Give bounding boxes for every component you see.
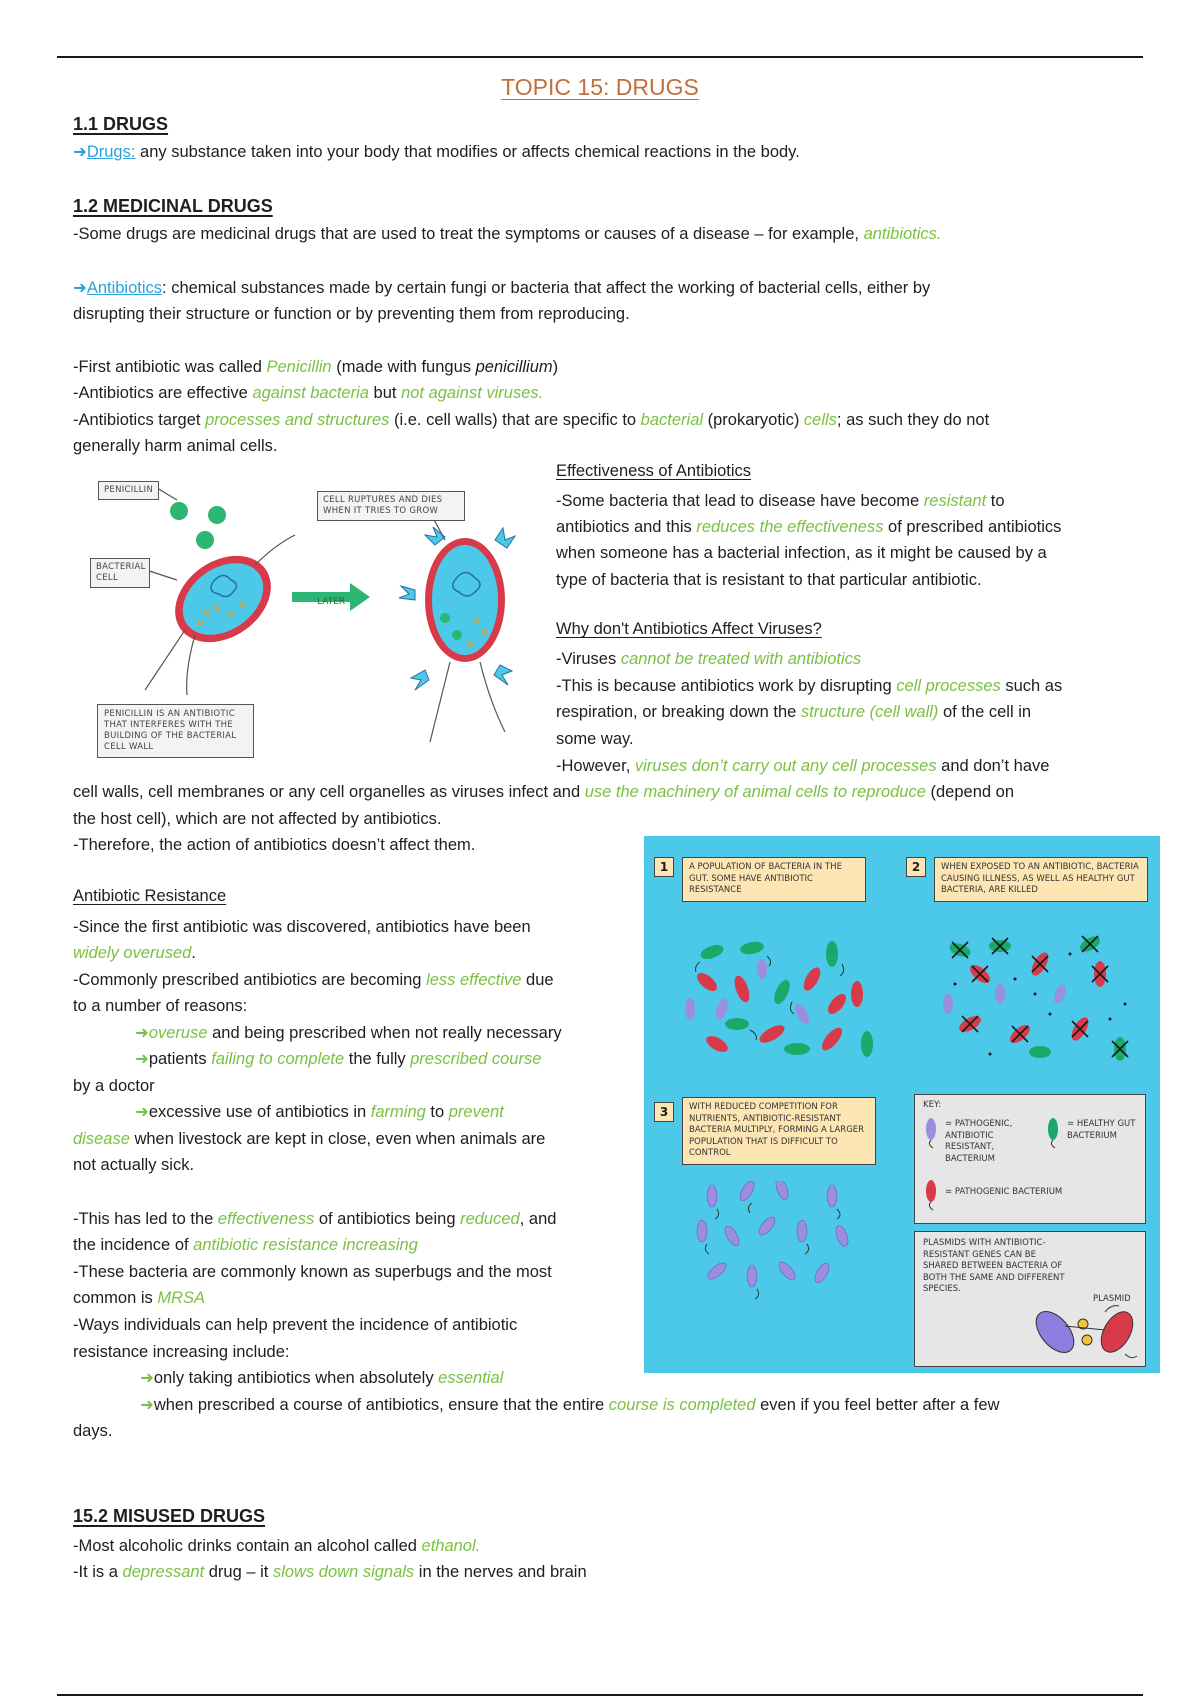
key-resistant-label: = PATHOGENIC, ANTIBIOTIC RESISTANT, BACTERIUM	[945, 1119, 1013, 1164]
target-line-cont: generally harm animal cells.	[73, 437, 278, 455]
arrow-icon: ➜	[135, 1024, 149, 1042]
key-healthy-label: = HEALTHY GUT BACTERIUM	[1067, 1119, 1136, 1141]
top-rule	[57, 56, 1143, 58]
drugs-term-link[interactable]: Drugs:	[86, 143, 136, 161]
viruses-line-5: -However, viruses don’t carry out any cell processes and don’t have	[556, 757, 1050, 775]
plasmid-box	[914, 1231, 1146, 1367]
killed-bacteria	[940, 934, 1140, 1064]
effectiveness-line-2: antibiotics and this reduces the effectiveness of prescribed antibiotics	[556, 518, 1062, 536]
reason-overuse: ➜overuse and being prescribed when not really necessary	[135, 1024, 562, 1042]
key-title: KEY:	[923, 1100, 941, 1110]
step-2-box: WHEN EXPOSED TO AN ANTIBIOTIC, BACTERIA CAUSING ILLNESS, AS WELL AS HEALTHY GUT BACTERIA, ARE KILLED	[934, 857, 1148, 902]
plasmid-text: PLASMIDS WITH ANTIBIOTIC-RESISTANT GENES CAN BE SHARED BETWEEN BACTERIA OF BOTH THE SAME AND DIFFERENT SPECIES.	[923, 1238, 1065, 1294]
section-heading-misused: 15.2 MISUSED DRUGS	[73, 1506, 266, 1526]
antibiotics-definition: ➜Antibiotics: chemical substances made by certain fungi or bacteria that affect the working of bacterial cells, either by	[73, 279, 931, 297]
way-complete-course-cont: days.	[73, 1422, 113, 1440]
depressant-line: -It is a depressant drug – it slows down signals in the nerves and brain	[73, 1563, 587, 1581]
later-label: LATER	[317, 597, 346, 607]
step-1-box: A POPULATION OF BACTERIA IN THE GUT. SOME HAVE ANTIBIOTIC RESISTANCE	[682, 857, 866, 902]
reason-farming: ➜excessive use of antibiotics in farming to prevent	[135, 1103, 504, 1121]
population-bacteria	[682, 934, 882, 1064]
viruses-line-7: the host cell), which are not affected by antibiotics.	[73, 810, 442, 828]
way-complete-course: ➜when prescribed a course of antibiotics, ensure that the entire course is completed even if you feel better after a few	[140, 1396, 1000, 1414]
ethanol-line: -Most alcoholic drinks contain an alcohol called ethanol.	[73, 1537, 481, 1555]
target-line: -Antibiotics target processes and structures (i.e. cell walls) that are specific to bacterial (prokaryotic) cells; as such they do not	[73, 411, 990, 429]
healthy-key-icon	[1043, 1115, 1063, 1149]
incidence-line: the incidence of antibiotic resistance increasing	[73, 1236, 418, 1254]
arrow-icon: ➜	[140, 1369, 154, 1387]
reason-farming-cont: disease when livestock are kept in close, even when animals are	[73, 1130, 546, 1148]
arrow-icon: ➜	[73, 143, 87, 161]
page-title: TOPIC 15: DRUGS	[501, 74, 699, 100]
penicillin-label: PENICILLIN	[98, 481, 159, 500]
resistance-line-4: to a number of reasons:	[73, 997, 248, 1015]
arrow-icon: ➜	[135, 1050, 149, 1068]
effective-line: -Antibiotics are effective against bacteria but not against viruses.	[73, 384, 544, 402]
ways-line: -Ways individuals can help prevent the incidence of antibiotic	[73, 1316, 518, 1334]
reason-incomplete-cont: by a doctor	[73, 1077, 155, 1095]
plasmid-transfer-illustration	[1025, 1304, 1143, 1362]
resistance-heading: Antibiotic Resistance	[73, 887, 227, 905]
plasmid-label: PLASMID	[1093, 1294, 1131, 1304]
effectiveness-line-4: type of bacteria that is resistant to that particular antibiotic.	[556, 571, 982, 589]
resistance-panel	[644, 836, 1160, 1373]
bottom-rule	[57, 1694, 1143, 1696]
penicillin-caption: PENICILLIN IS AN ANTIBIOTIC THAT INTERFERES WITH THE BUILDING OF THE BACTERIAL CELL WALL	[97, 704, 254, 758]
key-pathogenic-label: = PATHOGENIC BACTERIUM	[945, 1187, 1063, 1197]
antibiotics-term-link[interactable]: Antibiotics	[86, 279, 163, 297]
viruses-line-3: respiration, or breaking down the structure (cell wall) of the cell in	[556, 703, 1032, 721]
arrow-icon: ➜	[73, 279, 87, 297]
penicillin-line: -First antibiotic was called Penicillin (made with fungus penicillium)	[73, 358, 559, 376]
superbugs-line: -These bacteria are commonly known as superbugs and the most	[73, 1263, 552, 1281]
led-to-line: -This has led to the effectiveness of antibiotics being reduced, and	[73, 1210, 557, 1228]
effectiveness-line-1: -Some bacteria that lead to disease have become resistant to	[556, 492, 1005, 510]
effectiveness-heading: Effectiveness of Antibiotics	[556, 462, 752, 480]
bacterial-cell-label: BACTERIAL CELL	[90, 558, 150, 588]
viruses-line-6: cell walls, cell membranes or any cell organelles as viruses infect and use the machinery of animal cells to reproduce (depend on	[73, 783, 1014, 801]
cell-ruptures-label: CELL RUPTURES AND DIES WHEN IT TRIES TO GROW	[317, 491, 465, 521]
ways-line-cont: resistance increasing include:	[73, 1343, 290, 1361]
arrow-icon: ➜	[135, 1103, 149, 1121]
medicinal-intro: -Some drugs are medicinal drugs that are used to treat the symptoms or causes of a disease – for example, antibiotics.	[73, 225, 942, 243]
step-2-number: 2	[906, 857, 926, 877]
resistance-line-2: widely overused.	[73, 944, 196, 962]
step-3-box: WITH REDUCED COMPETITION FOR NUTRIENTS, ANTIBIOTIC-RESISTANT BACTERIA MULTIPLY, FORMING A LARGER POPULATION THAT IS DIFFICULT TO CONTROL	[682, 1097, 876, 1165]
section-heading-drugs: 1.1 DRUGS	[73, 114, 169, 134]
resistant-population	[692, 1181, 862, 1301]
resistant-key-icon	[921, 1115, 941, 1149]
antibiotics-definition-cont: disrupting their structure or function or by preventing them from reproducing.	[73, 305, 630, 323]
drugs-definition: ➜Drugs: any substance taken into your body that modifies or affects chemical reactions in the body.	[73, 143, 800, 161]
way-essential: ➜only taking antibiotics when absolutely essential	[140, 1369, 504, 1387]
key-box	[914, 1094, 1146, 1224]
section-heading-medicinal: 1.2 MEDICINAL DRUGS	[73, 196, 273, 216]
resistance-line-3: -Commonly prescribed antibiotics are becoming less effective due	[73, 971, 554, 989]
viruses-line-4: some way.	[556, 730, 634, 748]
arrow-icon: ➜	[140, 1396, 154, 1414]
step-1-number: 1	[654, 857, 674, 877]
viruses-line-1: -Viruses cannot be treated with antibiotics	[556, 650, 862, 668]
effectiveness-line-3: when someone has a bacterial infection, as it might be caused by a	[556, 544, 1047, 562]
resistance-line-1: -Since the first antibiotic was discovered, antibiotics have been	[73, 918, 531, 936]
viruses-line-8: -Therefore, the action of antibiotics doesn’t affect them.	[73, 836, 476, 854]
reason-farming-cont2: not actually sick.	[73, 1156, 195, 1174]
viruses-heading: Why don't Antibiotics Affect Viruses?	[556, 620, 822, 638]
step-3-number: 3	[654, 1102, 674, 1122]
pathogenic-key-icon	[921, 1177, 941, 1211]
viruses-line-2: -This is because antibiotics work by disrupting cell processes such as	[556, 677, 1063, 695]
reason-incomplete: ➜patients failing to complete the fully prescribed course	[135, 1050, 542, 1068]
mrsa-line: common is MRSA	[73, 1289, 206, 1307]
